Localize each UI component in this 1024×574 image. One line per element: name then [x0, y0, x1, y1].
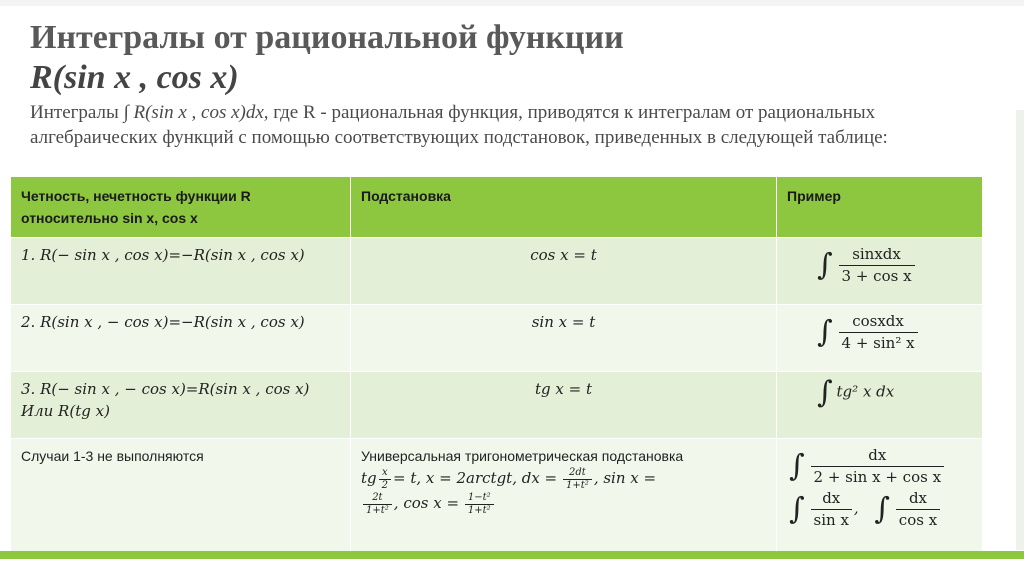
- example-fraction: $\frac{\text{sinxdx}}{\text{3 + cos x}}$: [839, 244, 915, 287]
- header-substitution: Подстановка: [351, 177, 777, 238]
- integral-sign: ∫: [817, 375, 833, 410]
- table-row: [11, 372, 983, 439]
- example-fraction: $\frac{dx}{\text{sin x}}$: [811, 488, 852, 531]
- title-math: R(sin x , cos x): [30, 59, 239, 96]
- substitution-cell: tg x = t: [351, 372, 777, 439]
- table-header-row: [11, 177, 983, 238]
- substitution-title: Универсальная тригонометрическая подстановка: [361, 448, 684, 464]
- substitution-cell: cos x = t: [351, 238, 777, 305]
- top-border: [0, 0, 1024, 6]
- condition-cell: 3. R(− sin x , − cos x)=R(sin x , cos x) Или R(tg x): [11, 372, 351, 439]
- header-parity: Четность, нечетность функции R относительно sin x, cos x: [11, 177, 351, 238]
- title-text: Интегралы от рациональной функции: [30, 19, 624, 56]
- intro-paragraph: [30, 100, 950, 150]
- example-cell: [777, 372, 983, 439]
- condition-cell: 2. R(sin x , − cos x)=−R(sin x , cos x): [11, 305, 351, 372]
- integral-sign: ∫: [874, 491, 890, 527]
- integral-sign: ∫: [789, 448, 805, 484]
- example-cell: ∫ $\frac{dx}{\text{2 + sin x + cos x}}$ ∫ $\frac{dx}{\text{sin x}}$ , ∫ $\frac{dx}{\text{cos x}}$: [777, 439, 983, 560]
- table-row: [11, 439, 983, 560]
- integral-sign: ∫: [817, 314, 833, 350]
- condition-cell: 1. R(− sin x , cos x)=−R(sin x , cos x): [11, 238, 351, 305]
- example-fraction: $\frac{\text{cosxdx}}{\text{4 + sin² x}}$: [839, 311, 918, 354]
- substitution-cell: Универсальная тригонометрическая подстановка tg $\frac{x}{2}$ = t, x = 2arctgt, dx = $\frac{2dt}{\text{1+t²}}$ , sin x = $\frac{2t}{\text{1+t²}}$ , cos x = $\frac{\text{1−t²}}{\text{1+t²}}$: [351, 439, 777, 560]
- example-cell: [777, 305, 983, 372]
- example-fraction: $\frac{dx}{\text{2 + sin x + cos x}}$: [811, 445, 945, 488]
- header-example: Пример: [777, 177, 983, 238]
- intro-integral: ∫ R(sin x , cos x)dx: [123, 102, 264, 123]
- example-fraction: $\frac{dx}{\text{cos x}}$: [896, 488, 940, 531]
- substitution-table: [10, 176, 983, 560]
- table-row: [11, 305, 983, 372]
- right-decor-bar: [1016, 110, 1024, 550]
- table-row: [11, 238, 983, 305]
- bottom-accent-bar: [0, 551, 1024, 559]
- bottom-margin: [0, 559, 1024, 574]
- intro-text-rest: , где R - рациональная функция, приводятся к интегралам от рациональных алгебраических функций с помощью соответствующих подстановок, приведенных в следующей таблице:: [30, 102, 888, 148]
- intro-text-start: Интегралы: [30, 102, 124, 123]
- integral-sign: ∫: [789, 491, 805, 527]
- integral-sign: ∫: [817, 247, 833, 283]
- example-expression: tg² x dx: [836, 382, 895, 401]
- substitution-cell: sin x = t: [351, 305, 777, 372]
- example-cell: [777, 238, 983, 305]
- slide-title: [30, 18, 930, 98]
- condition-cell: Случаи 1-3 не выполняются: [11, 439, 351, 560]
